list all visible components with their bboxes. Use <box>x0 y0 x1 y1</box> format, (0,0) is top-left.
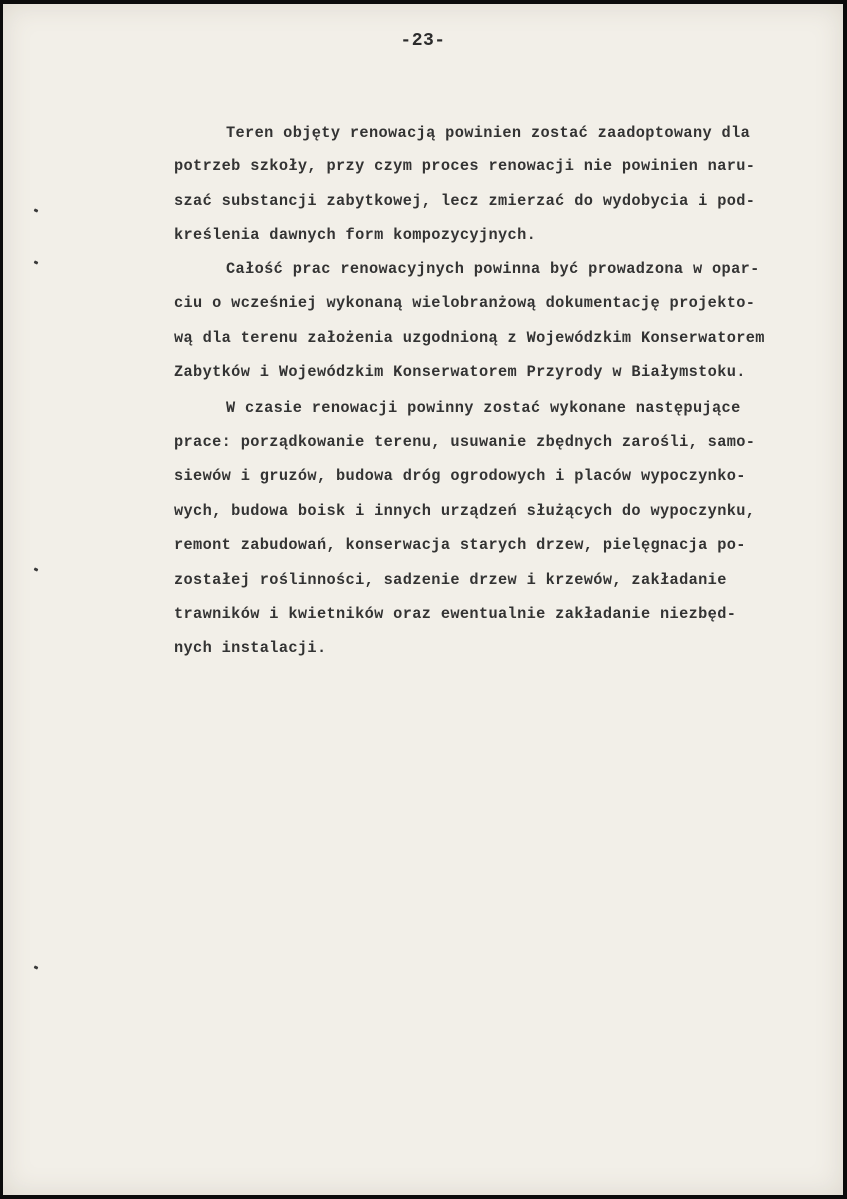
typewritten-page <box>3 4 843 1195</box>
text-line: remont zabudowań, konserwacja starych drzew, pielęgnacja po- <box>174 536 746 554</box>
text-line: trawników i kwietników oraz ewentualnie zakładanie niezbęd- <box>174 605 737 623</box>
margin-mark <box>34 965 39 969</box>
text-line: Teren objęty renowacją powinien zostać zaadoptowany dla <box>226 124 751 142</box>
text-line: szać substancji zabytkowej, lecz zmierzać do wydobycia i pod- <box>174 192 756 210</box>
text-line: zostałej roślinności, sadzenie drzew i krzewów, zakładanie <box>174 571 727 589</box>
text-line: siewów i gruzów, budowa dróg ogrodowych i placów wypoczynko- <box>174 467 746 485</box>
page-number: -23- <box>400 31 446 51</box>
text-line: potrzeb szkoły, przy czym proces renowacji nie powinien naru- <box>174 157 756 175</box>
margin-mark <box>34 208 39 212</box>
margin-mark <box>34 260 39 264</box>
text-line: prace: porządkowanie terenu, usuwanie zbędnych zarośli, samo- <box>174 433 756 451</box>
text-line: wą dla terenu założenia uzgodnioną z Wojewódzkim Konserwatorem <box>174 329 765 347</box>
text-line: kreślenia dawnych form kompozycyjnych. <box>174 226 537 244</box>
margin-mark <box>34 567 39 571</box>
text-line: wych, budowa boisk i innych urządzeń służących do wypoczynku, <box>174 502 756 520</box>
text-line: Całość prac renowacyjnych powinna być prowadzona w opar- <box>226 260 760 278</box>
text-line: W czasie renowacji powinny zostać wykonane następujące <box>226 399 741 417</box>
text-line: ciu o wcześniej wykonaną wielobranżową dokumentację projekto- <box>174 294 756 312</box>
text-line: nych instalacji. <box>174 639 327 657</box>
text-line: Zabytków i Wojewódzkim Konserwatorem Przyrody w Białymstoku. <box>174 363 746 381</box>
